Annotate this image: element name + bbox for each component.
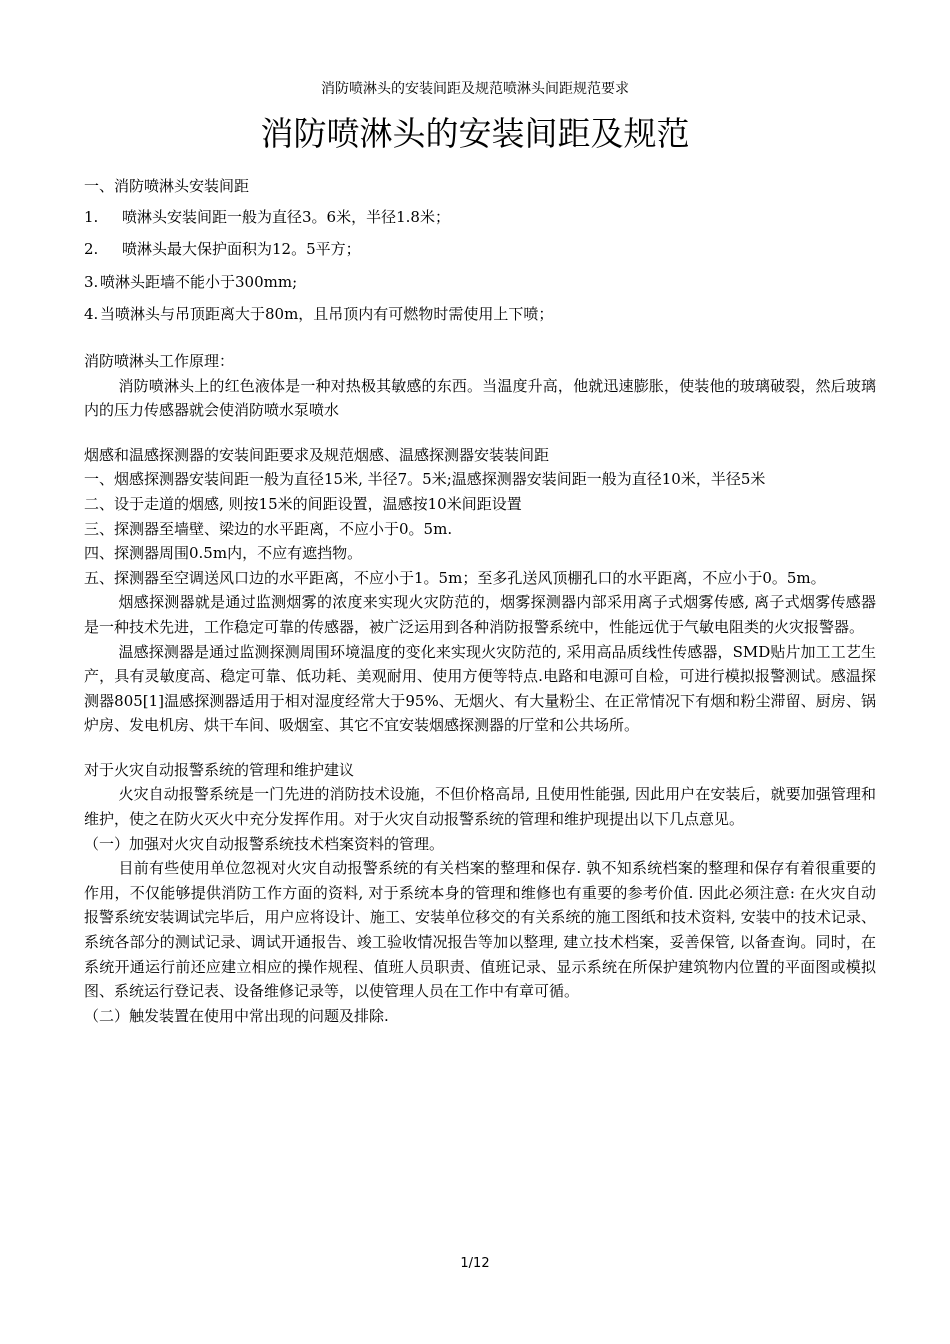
page-number: 1/12 xyxy=(460,1256,490,1271)
section4-sub2-heading: （二）触发装置在使用中常出现的问题及排除. xyxy=(84,1006,389,1025)
list-item xyxy=(84,205,876,230)
running-header: 消防喷淋头的安装间距及规范喷淋头间距规范要求 xyxy=(321,81,629,97)
document-body xyxy=(84,174,876,1028)
heat-detector-paragraph: 温感探测器是通过监测探测周围环境温度的变化来实现火灾防范的, 采用高品质线性传感器，SMD贴片加工工艺生产，具有灵敏度高、稳定可靠、低功耗、美观耐用、使用方便等特点.电路和电源可自检，可进行模拟报警测试。感温探测器805[1]温感探测器适用于相对湿度经常大于95%、无烟火、有大量粉尘、在正常情况下有烟和粉尘滞留、厨房、锅炉房、发电机房、烘干车间、吸烟室、其它不宜安装烟感探测器的厅堂和公共场所。 xyxy=(84,642,876,735)
list-item-number: 3. xyxy=(84,272,99,291)
section4-intro: 火灾自动报警系统是一门先进的消防技术设施，不但价格高昂, 且使用性能强, 因此用户在安装后，就要加强管理和维护，使之在防火灭火中充分发挥作用。对于火灾自动报警系统的管理和维护现提出以下几点意见。 xyxy=(84,785,876,829)
list-item-text: 当喷淋头与吊顶距离大于80m，且吊顶内有可燃物时需使用上下喷； xyxy=(100,305,554,324)
section4-heading: 对于火灾自动报警系统的管理和维护建议 xyxy=(84,760,355,779)
list-item-number: 4. xyxy=(84,305,99,324)
list-item-text: 喷淋头安装间距一般为直径3。6米，半径1.8米； xyxy=(122,207,450,226)
section3-item: 三、探测器至墙壁、梁边的水平距离，不应小于0。5m. xyxy=(84,519,453,538)
section2-paragraph: 消防喷淋头上的红色液体是一种对热极其敏感的东西。当温度升高，他就迅速膨胀，使装他的玻璃破裂，然后玻璃内的压力传感器就会使消防喷水泵喷水 xyxy=(84,376,876,420)
section3-item: 一、烟感探测器安装间距一般为直径15米, 半径7。5米;温感探测器安装间距一般为直径10米，半径5米 xyxy=(84,470,766,489)
section3-heading: 烟感和温感探测器的安装间距要求及规范烟感、温感探测器安装装间距 xyxy=(84,445,550,464)
list-item xyxy=(84,302,876,327)
list-item-text: 喷淋头距墙不能小于300mm; xyxy=(100,272,298,291)
list-item-number: 2. xyxy=(84,240,99,259)
list-item xyxy=(84,237,876,262)
section1-heading: 一、消防喷淋头安装间距 xyxy=(84,177,250,195)
section3-item: 五、探测器至空调送风口边的水平距离，不应小于1。5m；至多孔送风顶棚孔口的水平距离，不应小于0。5m。 xyxy=(84,568,826,587)
list-item xyxy=(84,270,876,295)
section1-list xyxy=(84,205,876,327)
section2-heading: 消防喷淋头工作原理： xyxy=(84,351,235,370)
list-item-number: 1. xyxy=(84,207,99,226)
section4-sub1-heading: （一）加强对火灾自动报警系统技术档案资料的管理。 xyxy=(84,834,445,853)
document-title: 消防喷淋头的安装间距及规范 xyxy=(260,114,690,153)
list-item-text: 喷淋头最大保护面积为12。5平方； xyxy=(122,240,361,259)
section4-sub1-paragraph: 目前有些使用单位忽视对火灾自动报警系统的有关档案的整理和保存. 孰不知系统档案的整理和保存有着很重要的作用，不仅能够提供消防工作方面的资料, 对于系统本身的管理和维修也有重要的参考价值. 因此必须注意: 在火灾自动报警系统安装调试完毕后，用户应将设计、施工、安装单位移交的有关系统的施工图纸和技术资料, 安装中的技术记录、系统各部分的测试记录、调试开通报告、竣工验收情况报告等加以整理, 建立技术档案，妥善保管, 以备查询。同时，在系统开通运行前还应建立相应的操作规程、值班人员职责、值班记录、显示系统在所保护建筑物内位置的平面图或模拟图、系统运行登记表、设备维修记录等，以使管理人员在工作中有章可循。 xyxy=(84,859,876,1001)
section3-item: 四、探测器周围0.5m内，不应有遮挡物。 xyxy=(84,544,363,563)
smoke-detector-paragraph: 烟感探测器就是通过监测烟雾的浓度来实现火灾防范的，烟雾探测器内部采用离子式烟雾传感, 离子式烟雾传感器是一种技术先进，工作稳定可靠的传感器，被广泛运用到各种消防报警系统中，性能远优于气敏电阻类的火灾报警器。 xyxy=(84,593,876,636)
section3-item: 二、设于走道的烟感, 则按15米的间距设置，温感按10米间距设置 xyxy=(84,494,522,513)
